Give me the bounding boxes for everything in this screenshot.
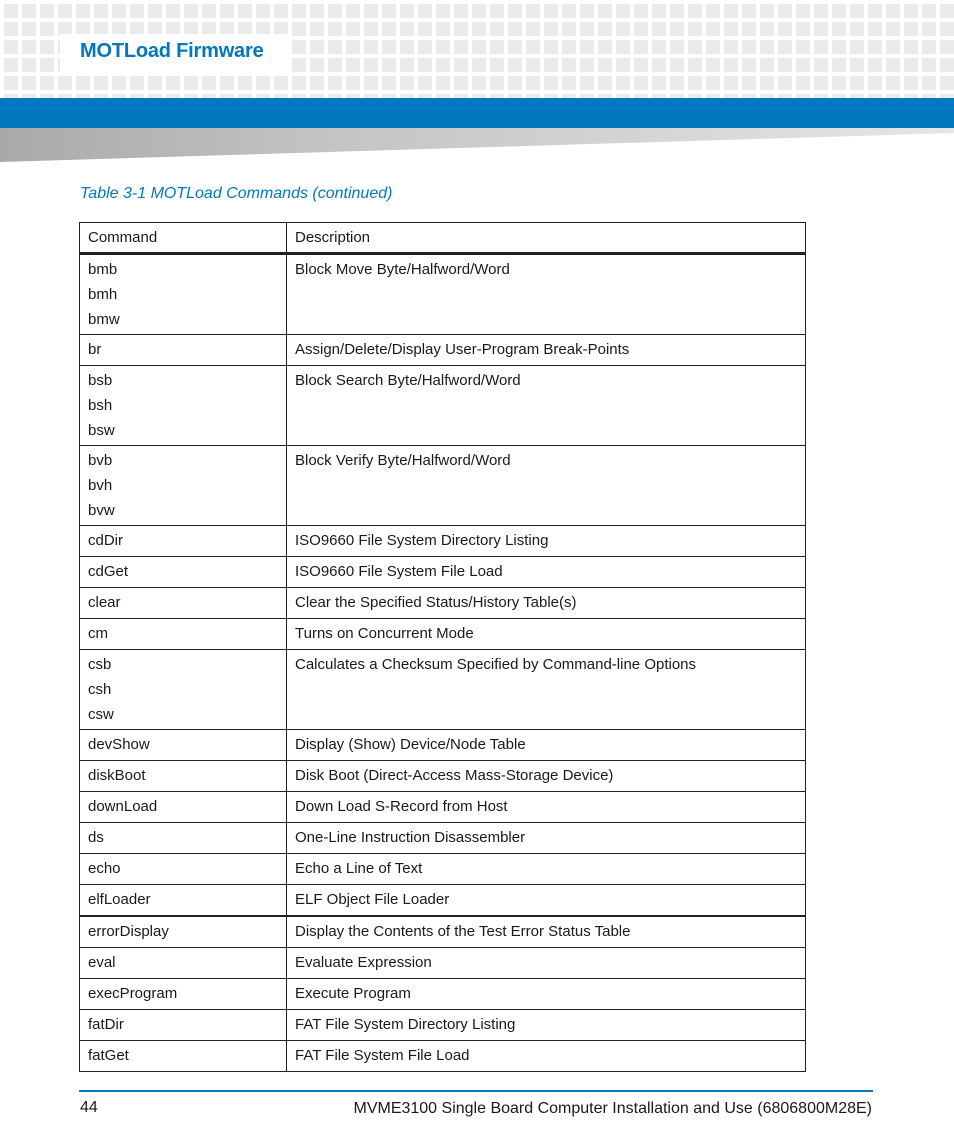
table-body — [80, 254, 806, 1072]
command-name: downLoad — [88, 798, 158, 815]
description-cell: Disk Boot (Direct-Access Mass-Storage Device) — [287, 761, 806, 792]
command-name: execProgram — [88, 985, 178, 1002]
command-cell — [80, 557, 287, 588]
command-name: csh — [88, 681, 112, 698]
table-row — [80, 446, 806, 526]
command-name: errorDisplay — [88, 923, 169, 940]
command-cell — [80, 948, 287, 979]
description-cell: Assign/Delete/Display User-Program Break-Points — [287, 335, 806, 366]
description-cell: FAT File System File Load — [287, 1041, 806, 1072]
description-cell: Down Load S-Record from Host — [287, 792, 806, 823]
description-cell: ISO9660 File System Directory Listing — [287, 526, 806, 557]
command-name: csw — [88, 706, 114, 723]
table-row — [80, 761, 806, 792]
command-name: ds — [88, 829, 104, 846]
command-name: cdDir — [88, 532, 124, 549]
table-row — [80, 1041, 806, 1072]
table-header-row — [80, 223, 806, 254]
table-row — [80, 619, 806, 650]
table-row — [80, 792, 806, 823]
command-cell — [80, 823, 287, 854]
command-name: clear — [88, 594, 121, 611]
command-cell — [80, 446, 287, 526]
command-cell — [80, 254, 287, 335]
description-cell: Block Move Byte/Halfword/Word — [287, 254, 806, 335]
table-row — [80, 254, 806, 335]
description-cell: Evaluate Expression — [287, 948, 806, 979]
command-cell — [80, 854, 287, 885]
description-cell: Display (Show) Device/Node Table — [287, 730, 806, 761]
description-cell: One-Line Instruction Disassembler — [287, 823, 806, 854]
command-name: bsh — [88, 397, 113, 414]
command-cell — [80, 526, 287, 557]
command-name: eval — [88, 954, 116, 971]
description-cell: Block Verify Byte/Halfword/Word — [287, 446, 806, 526]
header-blue-bar — [0, 98, 954, 128]
command-name: bvw — [88, 502, 115, 519]
description-cell: FAT File System Directory Listing — [287, 1010, 806, 1041]
table-row — [80, 948, 806, 979]
command-name: bmb — [88, 261, 118, 278]
description-cell: Turns on Concurrent Mode — [287, 619, 806, 650]
table-row — [80, 650, 806, 730]
table-row — [80, 526, 806, 557]
command-cell — [80, 761, 287, 792]
command-cell — [80, 366, 287, 446]
command-name: csb — [88, 656, 112, 673]
header-gray-wedge — [0, 128, 954, 164]
table-row — [80, 588, 806, 619]
footer-document-title: MVME3100 Single Board Computer Installation and Use (6806800M28E) — [353, 1100, 872, 1117]
command-name: cdGet — [88, 563, 129, 580]
command-name: bvb — [88, 452, 113, 469]
command-cell — [80, 619, 287, 650]
command-name: bsb — [88, 372, 113, 389]
command-cell — [80, 1041, 287, 1072]
command-cell — [80, 588, 287, 619]
command-name: bmh — [88, 286, 118, 303]
command-name: diskBoot — [88, 767, 146, 784]
description-cell: Clear the Specified Status/History Table(s) — [287, 588, 806, 619]
command-cell — [80, 979, 287, 1010]
description-cell: ELF Object File Loader — [287, 885, 806, 917]
command-name: elfLoader — [88, 891, 151, 908]
description-cell: Calculates a Checksum Specified by Command-line Options — [287, 650, 806, 730]
command-cell — [80, 730, 287, 761]
table-caption: Table 3-1 MOTLoad Commands (continued) — [80, 185, 393, 202]
table-row — [80, 335, 806, 366]
commands-table — [79, 222, 806, 1072]
footer-page-number: 44 — [80, 1099, 98, 1116]
table-row — [80, 854, 806, 885]
table-row — [80, 1010, 806, 1041]
command-name: bvh — [88, 477, 113, 494]
command-cell — [80, 335, 287, 366]
description-cell: Execute Program — [287, 979, 806, 1010]
table-row — [80, 366, 806, 446]
command-name: fatGet — [88, 1047, 129, 1064]
column-header-command: Command — [80, 223, 287, 254]
table-row — [80, 979, 806, 1010]
description-cell: ISO9660 File System File Load — [287, 557, 806, 588]
table-row — [80, 823, 806, 854]
command-cell — [80, 792, 287, 823]
command-cell — [80, 650, 287, 730]
table-row — [80, 557, 806, 588]
footer-rule — [79, 1090, 873, 1092]
command-name: cm — [88, 625, 108, 642]
command-cell — [80, 1010, 287, 1041]
command-cell — [80, 885, 287, 917]
command-cell — [80, 916, 287, 948]
command-name: bmw — [88, 311, 120, 328]
command-name: fatDir — [88, 1016, 124, 1033]
description-cell: Block Search Byte/Halfword/Word — [287, 366, 806, 446]
command-name: devShow — [88, 736, 150, 753]
command-name: bsw — [88, 422, 115, 439]
column-header-description: Description — [287, 223, 806, 254]
table-row — [80, 916, 806, 948]
description-cell: Display the Contents of the Test Error Status Table — [287, 916, 806, 948]
table-row — [80, 885, 806, 917]
page-title: MOTLoad Firmware — [80, 40, 264, 62]
command-name: echo — [88, 860, 121, 877]
table-row — [80, 730, 806, 761]
command-name: br — [88, 341, 102, 358]
description-cell: Echo a Line of Text — [287, 854, 806, 885]
